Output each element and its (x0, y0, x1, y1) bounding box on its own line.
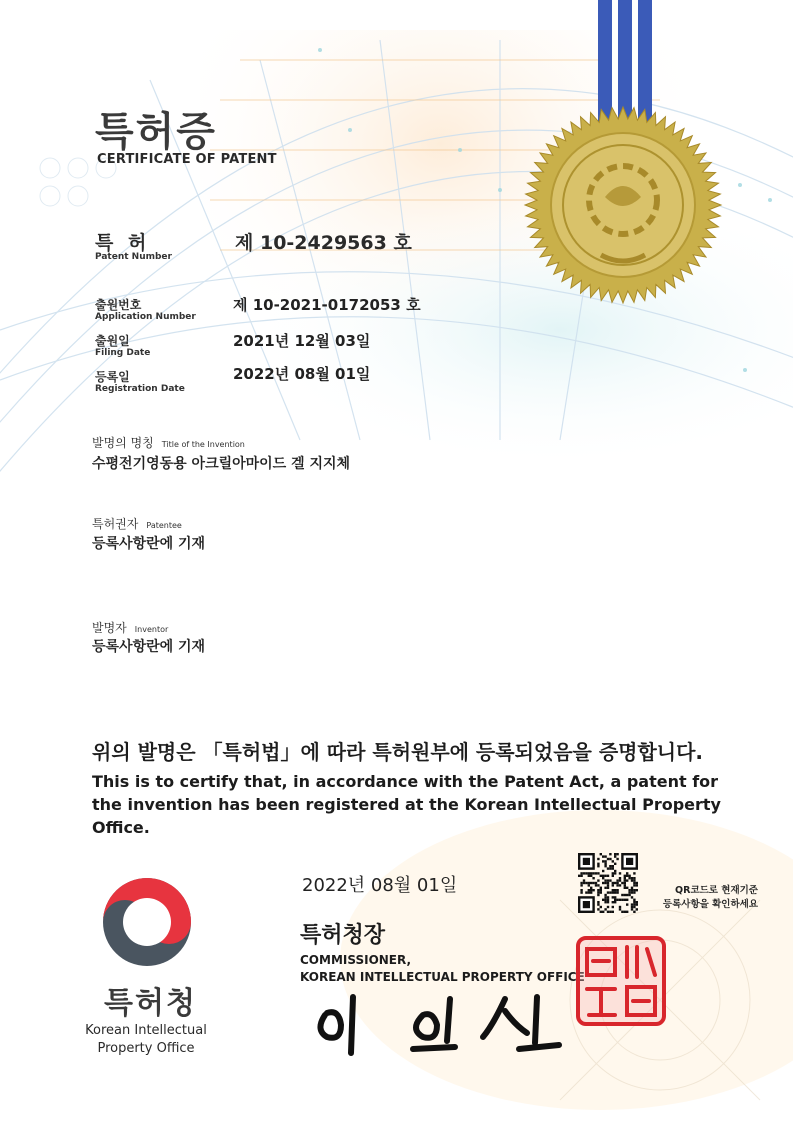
office-name-en (76, 1022, 216, 1058)
commissioner-title: 특허청장 (300, 923, 386, 948)
qr-note (640, 884, 758, 912)
signature-icon (305, 985, 565, 1060)
application-number-label: 출원번호 (95, 298, 142, 312)
registration-date-value: 2022년 08월 01일 (233, 365, 371, 383)
office-name: 특허청 (104, 986, 197, 1021)
patentee-label (92, 513, 182, 532)
certificate-title: 특허증 (95, 109, 217, 155)
inventor-label-en: Inventor (134, 625, 169, 634)
registration-date-label-en: Registration Date (95, 384, 185, 394)
registration-date-label: 등록일 (95, 370, 130, 384)
commissioner-title-en-line2: KOREAN INTELLECTUAL PROPERTY OFFICE (300, 970, 585, 984)
office-name-en-line2: Property Office (97, 1041, 195, 1056)
filing-date-label: 출원일 (95, 334, 130, 348)
qr-note-line1: QR코드로 현재기준 (675, 885, 758, 896)
patent-number-label: 특 허 (95, 232, 151, 254)
invention-title-label-ko: 발명의 명칭 (92, 436, 154, 450)
invention-title-label-en: Title of the Invention (161, 440, 245, 449)
certification-text-en: This is to certify that, in accordance with the Patent Act, a patent for the invention has been registered at the Korean Intellectual Property Office. (92, 772, 721, 837)
office-name-en-line1: Korean Intellectual (85, 1023, 207, 1038)
commissioner-title-en (300, 952, 585, 986)
patentee-label-en: Patentee (146, 521, 182, 530)
application-number-label-en: Application Number (95, 312, 196, 322)
certification-text-ko: 위의 발명은 「특허법」에 따라 특허원부에 등록되었음을 증명합니다. (92, 740, 704, 764)
gold-seal-icon (523, 105, 723, 305)
invention-title-label (92, 432, 245, 451)
commissioner-title-en-line1: COMMISSIONER, (300, 953, 412, 967)
qr-code-icon[interactable] (578, 853, 638, 913)
patent-number-value: 제 10-2429563 호 (235, 232, 412, 254)
kipo-logo-icon (100, 875, 194, 969)
inventor-label (92, 617, 168, 636)
issue-date: 2022년 08월 01일 (302, 875, 458, 896)
invention-title-value: 수평전기영동용 아크릴아마이드 겔 지지체 (92, 456, 351, 472)
certificate-title-en: CERTIFICATE OF PATENT (97, 152, 277, 167)
inventor-value: 등록사항란에 기재 (92, 639, 206, 655)
filing-date-value: 2021년 12월 03일 (233, 332, 371, 350)
patentee-value: 등록사항란에 기재 (92, 536, 206, 552)
application-number-value: 제 10-2021-0172053 호 (233, 296, 421, 314)
filing-date-label-en: Filing Date (95, 348, 151, 358)
qr-note-line2: 등록사항을 확인하세요 (662, 899, 758, 910)
patent-number-label-en: Patent Number (95, 252, 172, 262)
patentee-label-ko: 특허권자 (92, 517, 139, 531)
official-red-seal-icon (575, 935, 667, 1027)
inventor-label-ko: 발명자 (92, 621, 127, 635)
